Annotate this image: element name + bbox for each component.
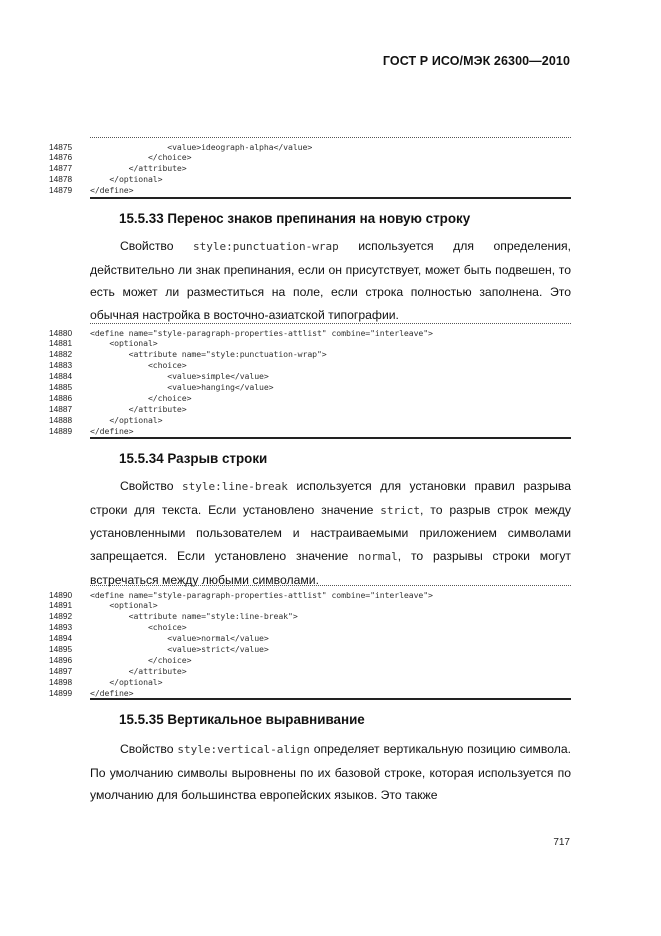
line-number: 14898 — [49, 676, 73, 687]
line-number: 14888 — [49, 414, 73, 425]
code-text: <optional> — [90, 600, 158, 611]
section-paragraph-15-5-35 — [90, 738, 571, 807]
code-text: </optional> — [90, 414, 163, 425]
line-number: 14882 — [49, 349, 73, 360]
line-number: 14894 — [49, 633, 73, 644]
page-number: 717 — [553, 837, 570, 848]
paragraph-text: Свойство — [120, 239, 194, 253]
line-number: 14897 — [49, 665, 73, 676]
code-text: </optional> — [90, 174, 163, 185]
line-number: 14881 — [49, 338, 73, 349]
code-text: <define name="style-paragraph-properties-attlist" combine="interleave"> — [90, 327, 433, 338]
code-text: <value>normal</value> — [90, 633, 269, 644]
paragraph-text: , то разрыв строк между установленными пользователем и настраиваемыми приложением символами запрещается. Если установлено значение — [90, 502, 571, 564]
line-number: 14887 — [49, 403, 73, 414]
code-text: <value>ideograph-alpha</value> — [90, 141, 313, 152]
code-text: </choice> — [90, 654, 192, 665]
code-text: <optional> — [90, 338, 158, 349]
code-text: </attribute> — [90, 403, 187, 414]
line-number: 14893 — [49, 622, 73, 633]
code-text: <choice> — [90, 360, 187, 371]
code-block-top-rule — [90, 323, 571, 324]
line-number: 14895 — [49, 644, 73, 654]
line-number: 14879 — [49, 185, 73, 196]
code-text: <attribute name="style:line-break"> — [90, 611, 298, 622]
section-heading-15-5-35: 15.5.35 Вертикальное выравнивание — [119, 712, 365, 727]
paragraph-text: , то разрывы строки могут встречаться между любыми символами. — [90, 549, 571, 587]
code-text: <define name="style-paragraph-properties-attlist" combine="interleave"> — [90, 589, 433, 600]
code-text: </attribute> — [90, 163, 187, 174]
code-block-top-rule — [90, 585, 571, 586]
inline-code: style:punctuation-wrap — [193, 240, 339, 253]
code-text: <attribute name="style:punctuation-wrap"> — [90, 349, 327, 360]
line-number: 14891 — [49, 600, 73, 611]
line-number: 14885 — [49, 382, 73, 392]
line-number: 14875 — [49, 141, 73, 152]
inline-code: style:line-break — [181, 480, 288, 493]
line-number: 14880 — [49, 327, 73, 338]
line-number: 14899 — [49, 687, 73, 698]
inline-code: normal — [358, 550, 398, 564]
code-text: <value>strict</value> — [90, 644, 269, 654]
page-header: ГОСТ Р ИСО/МЭК 26300—2010 — [382, 54, 570, 68]
code-text: </optional> — [90, 676, 163, 687]
paragraph-text: используется для определения, действительно ли знак препинания, если он присутствует, может быть подвешен, то есть может ли разместиться на поле, если строка полностью заполнена. Это обычная настройка в восточно-азиатской типографии. — [90, 239, 572, 323]
code-text: </define> — [90, 185, 134, 196]
code-block-top-rule — [90, 137, 571, 138]
line-number: 14878 — [49, 174, 73, 185]
code-text: </choice> — [90, 152, 192, 163]
line-number: 14896 — [49, 654, 73, 665]
code-block-bottom-rule — [90, 437, 571, 439]
line-number: 14877 — [49, 163, 73, 174]
code-text: <choice> — [90, 622, 187, 633]
code-text: <value>hanging</value> — [90, 382, 274, 392]
line-number: 14889 — [49, 425, 73, 436]
line-number: 14876 — [49, 152, 73, 163]
code-text: </define> — [90, 687, 134, 698]
paragraph-text: Свойство — [120, 479, 182, 493]
code-text: </define> — [90, 425, 134, 436]
section-heading-15-5-33: 15.5.33 Перенос знаков препинания на новую строку — [119, 211, 471, 226]
code-block-bottom-rule — [90, 197, 571, 199]
inline-code: style:vertical-align — [177, 743, 310, 756]
line-number: 14890 — [49, 589, 73, 600]
section-paragraph-15-5-33 — [90, 235, 571, 327]
line-number: 14886 — [49, 392, 73, 403]
code-text: </attribute> — [90, 665, 187, 676]
code-text: </choice> — [90, 392, 192, 403]
paragraph-text: Свойство — [120, 742, 178, 756]
code-block-bottom-rule — [90, 698, 571, 700]
inline-code: strict — [380, 503, 421, 517]
line-number: 14892 — [49, 611, 73, 622]
section-paragraph-15-5-34 — [90, 475, 571, 592]
paragraph-text: используется для установки правил разрыва строки для текста. Если установлено значение — [90, 479, 571, 517]
code-text: <value>simple</value> — [90, 371, 269, 382]
section-heading-15-5-34: 15.5.34 Разрыв строки — [119, 451, 268, 466]
line-number: 14883 — [49, 360, 73, 371]
line-number: 14884 — [49, 371, 73, 382]
paragraph-text: определяет вертикальную позицию символа. По умолчанию символы выровнены по их базовой строке, которая используется по умолчанию для большинства европейских языков. Это также — [90, 742, 571, 803]
